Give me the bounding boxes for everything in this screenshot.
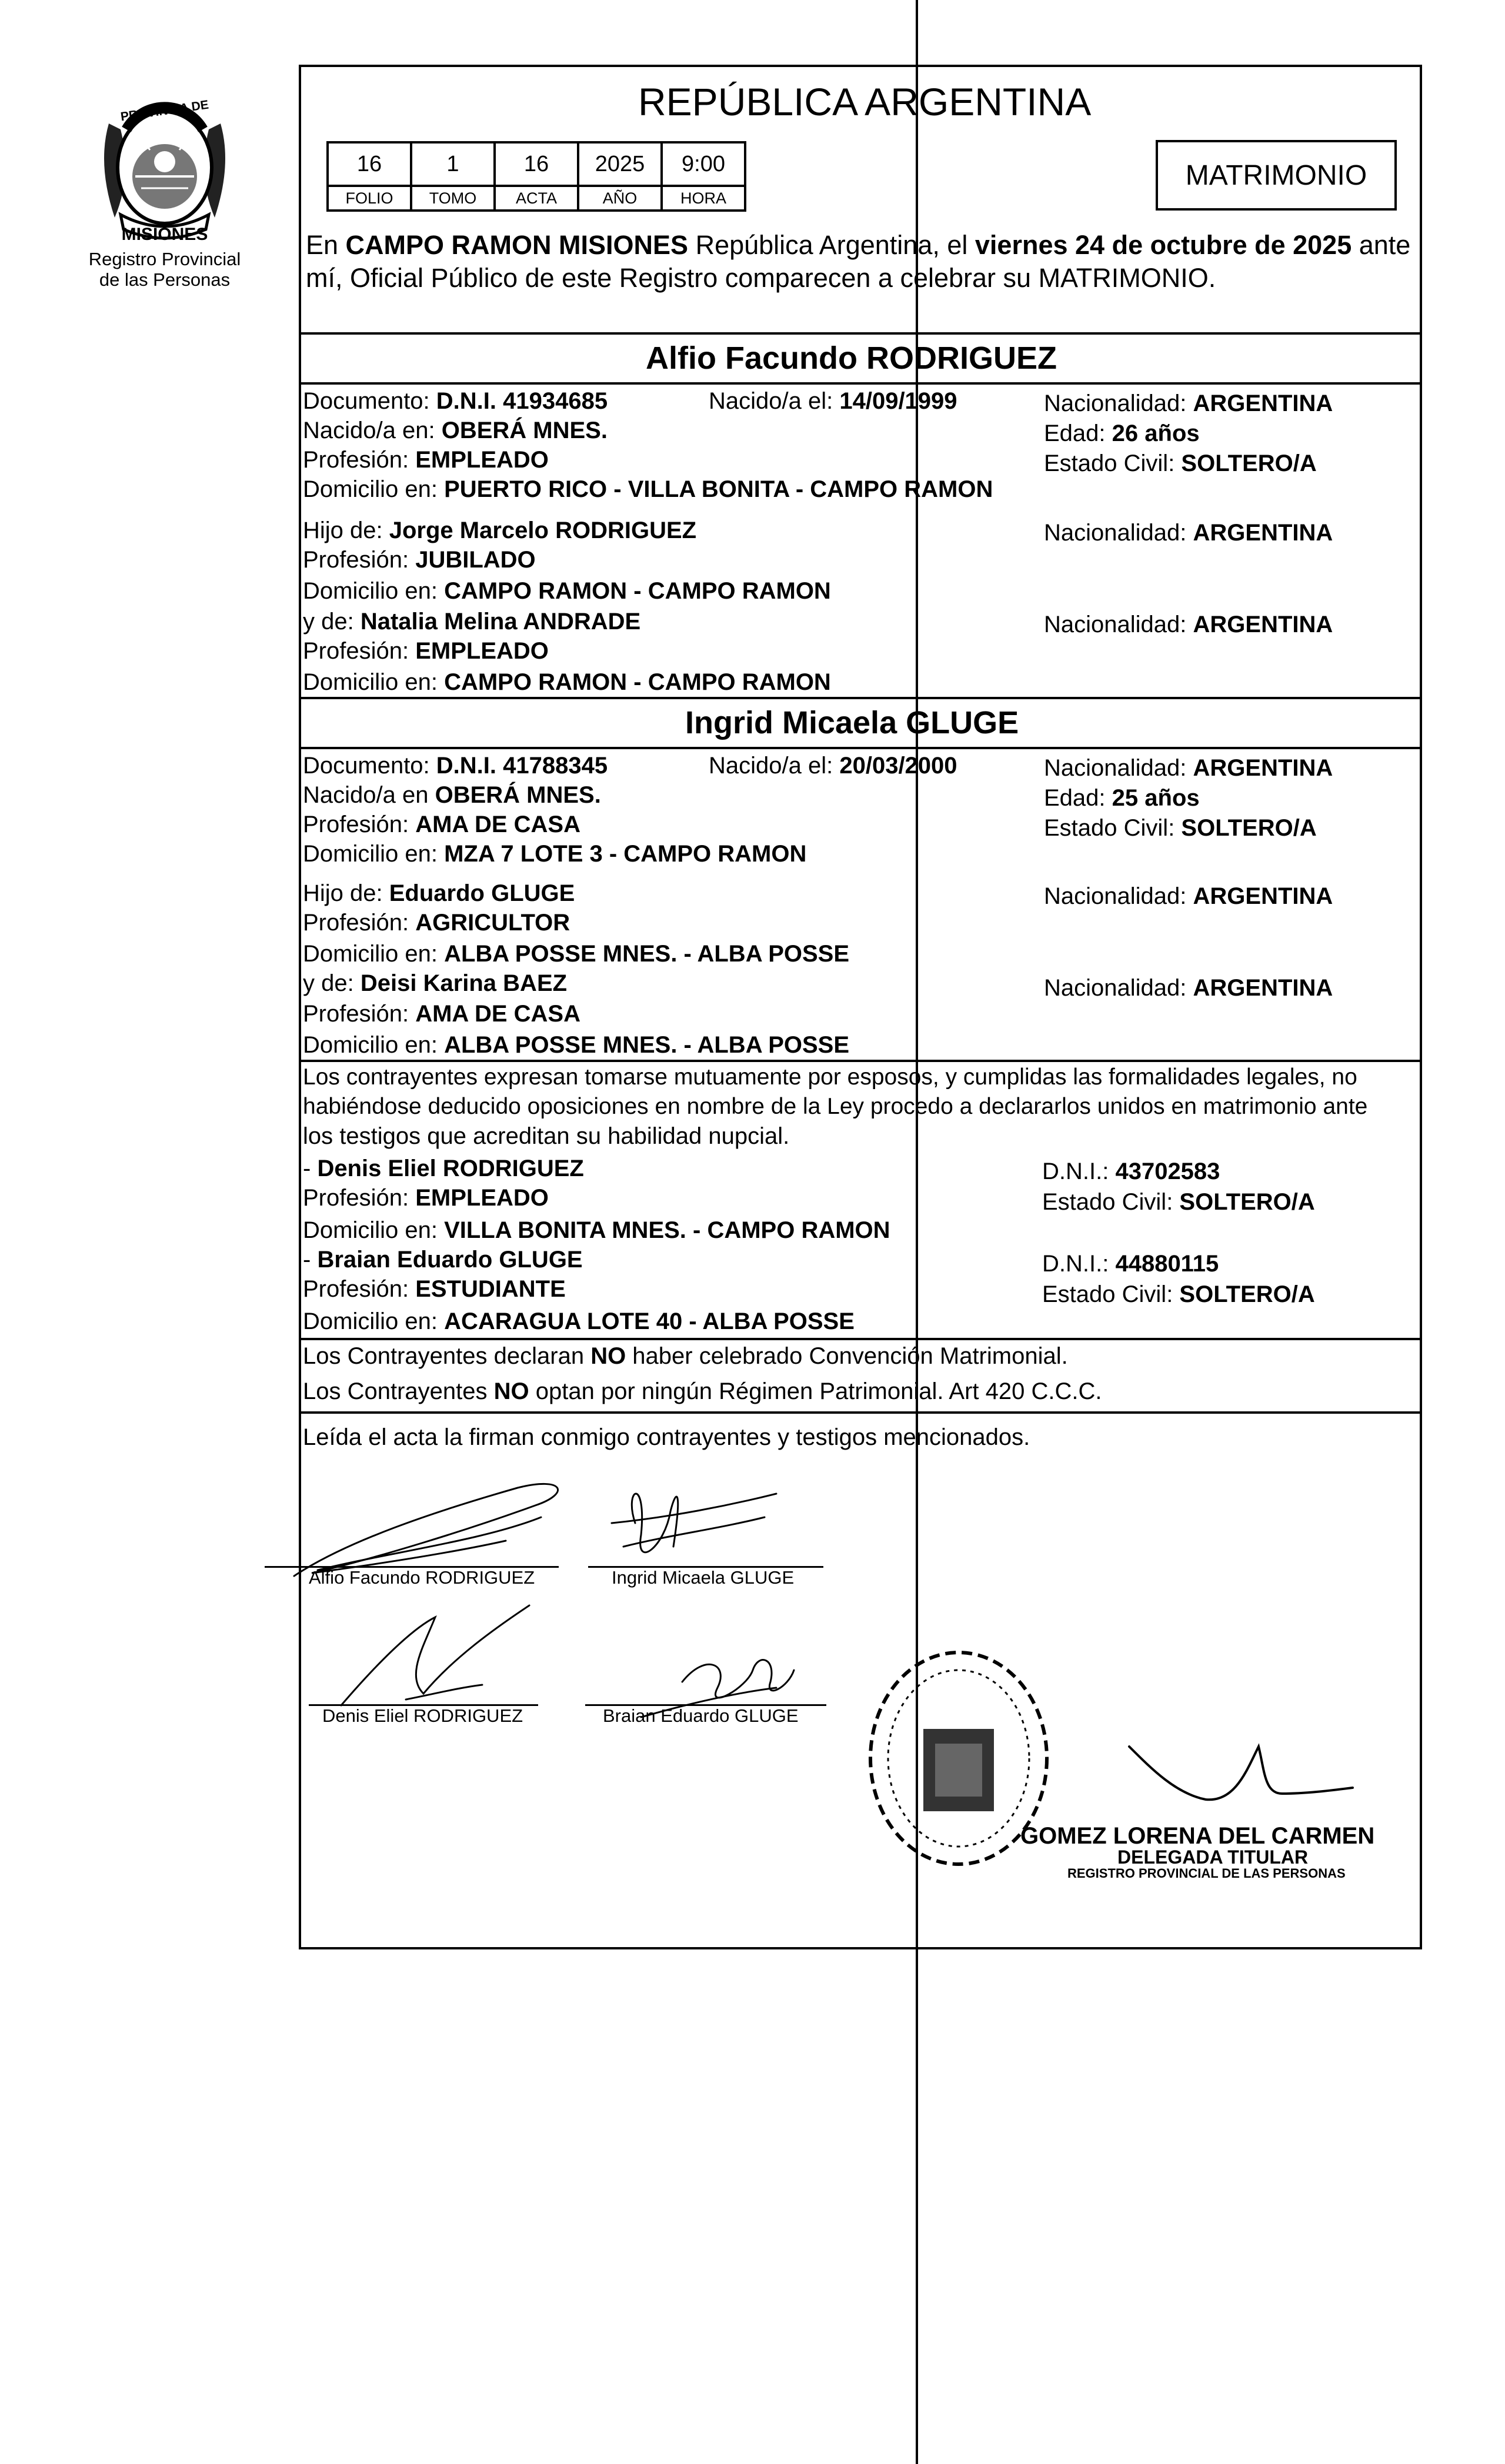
sig-label-witness1: Denis Eliel RODRIGUEZ <box>322 1705 523 1726</box>
spouse1-mother-prof: Profesión: EMPLEADO <box>303 638 549 664</box>
folio-label: FOLIO <box>328 186 411 211</box>
spouse2-prof: Profesión: AMA DE CASA <box>303 812 580 837</box>
official-name: GOMEZ LORENA DEL CARMEN <box>1020 1823 1375 1849</box>
rule-spouse2-name <box>299 747 1422 749</box>
spouse1-civil: Estado Civil: SOLTERO/A <box>1044 450 1317 476</box>
spouse2-father-nat: Nacionalidad: ARGENTINA <box>1044 883 1333 909</box>
rule-spouse1-name <box>299 382 1422 385</box>
sig-label-spouse2: Ingrid Micaela GLUGE <box>612 1567 795 1588</box>
spouse1-doc: Documento: D.N.I. 41934685 <box>303 388 608 414</box>
spouse2-mother-dom: Domicilio en: ALBA POSSE MNES. - ALBA POSSE <box>303 1032 850 1058</box>
spouse1-born-in: Nacido/a en: OBERÁ MNES. <box>303 418 608 443</box>
declaration-line3: los testigos que acreditan su habilidad nupcial. <box>303 1123 790 1149</box>
acta-value: 16 <box>495 142 578 186</box>
spouse1-mother-dom: Domicilio en: CAMPO RAMON - CAMPO RAMON <box>303 669 831 695</box>
intro-line2: mí, Oficial Público de este Registro comparecen a celebrar su MATRIMONIO. <box>306 263 1216 293</box>
sig-label-witness2: Braian Eduardo GLUGE <box>603 1705 799 1726</box>
seal-caption-line1: Registro Provincial <box>88 249 241 269</box>
spouse1-dom: Domicilio en: PUERTO RICO - VILLA BONITA - CAMPO RAMON <box>303 476 993 502</box>
closing-text: Leída el acta la firman conmigo contrayentes y testigos mencionados. <box>303 1424 1030 1450</box>
rule-closing <box>299 1411 1422 1414</box>
hora-value: 9:00 <box>662 142 745 186</box>
spouse2-father-prof: Profesión: AGRICULTOR <box>303 910 570 936</box>
declaration-line1: Los contrayentes expresan tomarse mutuamente por esposos, y cumplidas las formalidades legales, no <box>303 1064 1357 1090</box>
hora-label: HORA <box>662 186 745 211</box>
handwritten-signatures-icon <box>259 1453 906 1735</box>
spouse2-mother: y de: Deisi Karina BAEZ <box>303 970 568 996</box>
spouse2-civil: Estado Civil: SOLTERO/A <box>1044 815 1317 841</box>
sig-label-spouse1: Alfio Facundo RODRIGUEZ <box>309 1567 535 1588</box>
spouse2-mother-nat: Nacionalidad: ARGENTINA <box>1044 975 1333 1001</box>
folio-value: 16 <box>328 142 411 186</box>
spouse2-doc: Documento: D.N.I. 41788345 <box>303 753 608 779</box>
record-table <box>326 141 746 212</box>
tomo-label: TOMO <box>411 186 495 211</box>
spouse2-nat: Nacionalidad: ARGENTINA <box>1044 755 1333 781</box>
spouse2-age: Edad: 25 años <box>1044 785 1200 811</box>
spouse1-father-prof: Profesión: JUBILADO <box>303 547 536 573</box>
spouse1-mother-nat: Nacionalidad: ARGENTINA <box>1044 612 1333 637</box>
spouse2-name: Ingrid Micaela GLUGE <box>685 705 1019 740</box>
spouse2-mother-prof: Profesión: AMA DE CASA <box>303 1001 580 1027</box>
spouse2-father-dom: Domicilio en: ALBA POSSE MNES. - ALBA POSSE <box>303 941 850 967</box>
document-title: REPÚBLICA ARGENTINA <box>638 80 1092 123</box>
declaration-line2: habiéndose deducido oposiciones en nombre de la Ley procedo a declararlos unidos en matrimonio ante <box>303 1094 1368 1119</box>
spouse1-mother: y de: Natalia Melina ANDRADE <box>303 609 641 635</box>
seal-caption-line2: de las Personas <box>99 269 231 290</box>
rule-intro <box>299 332 1422 335</box>
convention-line1: Los Contrayentes declaran NO haber celebrado Convención Matrimonial. <box>303 1343 1068 1369</box>
convention-line2: Los Contrayentes NO optan por ningún Régimen Patrimonial. Art 420 C.C.C. <box>303 1378 1102 1404</box>
spouse2-father: Hijo de: Eduardo GLUGE <box>303 880 575 906</box>
spouse2-born-in: Nacido/a en OBERÁ MNES. <box>303 782 601 808</box>
spouse2-born: Nacido/a el: 20/03/2000 <box>709 753 957 779</box>
spouse1-name: Alfio Facundo RODRIGUEZ <box>646 340 1057 376</box>
rule-spouse2-top <box>299 697 1422 699</box>
ano-label: AÑO <box>578 186 662 211</box>
intro-line1: En CAMPO RAMON MISIONES República Argentina, el viernes 24 de octubre de 2025 ante <box>306 230 1411 260</box>
spouse1-born: Nacido/a el: 14/09/1999 <box>709 388 957 414</box>
record-type-box: MATRIMONIO <box>1156 140 1397 211</box>
spouse1-father-nat: Nacionalidad: ARGENTINA <box>1044 520 1333 546</box>
spouse1-age: Edad: 26 años <box>1044 420 1200 446</box>
official-title: DELEGADA TITULAR <box>1117 1847 1309 1868</box>
seal-banner-text: MISIONES <box>121 225 208 244</box>
ano-value: 2025 <box>578 142 662 186</box>
spouse1-father: Hijo de: Jorge Marcelo RODRIGUEZ <box>303 517 697 543</box>
acta-label: ACTA <box>495 186 578 211</box>
spouse2-dom: Domicilio en: MZA 7 LOTE 3 - CAMPO RAMON <box>303 841 807 867</box>
spouse1-father-dom: Domicilio en: CAMPO RAMON - CAMPO RAMON <box>303 578 831 604</box>
tomo-value: 1 <box>411 142 495 186</box>
official-signature-icon <box>1117 1735 1364 1835</box>
seal-arc-text: PROVINCIA DE <box>119 98 210 124</box>
spouse1-nat: Nacionalidad: ARGENTINA <box>1044 390 1333 416</box>
spouse1-prof: Profesión: EMPLEADO <box>303 447 549 473</box>
rule-declaration <box>299 1060 1422 1062</box>
rule-convention <box>299 1338 1422 1340</box>
official-office: REGISTRO PROVINCIAL DE LAS PERSONAS <box>1067 1866 1346 1881</box>
